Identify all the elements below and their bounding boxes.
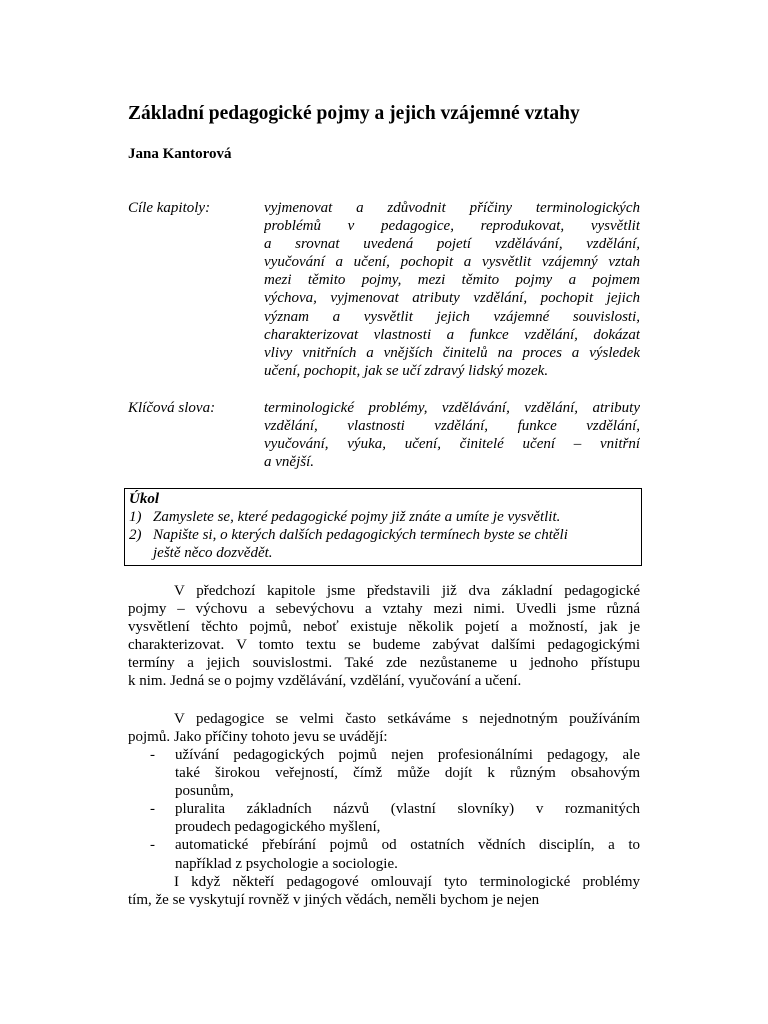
task-item [129,508,637,526]
paragraph-line: tím, že se vyskytují rovněž v jiných vědách, neměli bychom je nejen [128,892,540,909]
goals-line: význam a vysvětlit jejich vzájemné souvislosti, [264,308,640,325]
keywords-line: vyučování, výuka, učení, činitelé učení – vnitřní [264,436,640,453]
paragraph-line: vysvětlení těchto pojmů, neboť existuje několik pojetí a možností, jak je [128,619,640,636]
paragraph-2 [128,710,640,746]
list-item-line: proudech pedagogického myšlení, [175,819,381,836]
paragraph-line: V předchozí kapitole jsme představili již dva základní pedagogické [174,583,640,599]
list-item-line: užívání pedagogických pojmů nejen profesionálními pedagogy, ale [175,747,640,763]
task-item [129,544,637,562]
goals-line: učení, pochopit, jak se učí zdravý lidský mozek. [264,362,549,379]
task-box [124,488,642,566]
goals-line: výchova, vyjmenovat atributy vzdělání, pochopit jejich [264,290,640,307]
paragraph-line: k nim. Jedná se o pojmy vzdělávání, vzdělání, vyučování a učení. [128,673,522,690]
paragraph-line: I když někteří pedagogové omlouvají tyto terminologické problémy [174,874,640,890]
goals-line: vyjmenovat a zdůvodnit příčiny terminologických [264,200,640,216]
goals-text [264,199,640,380]
goals-line: mezi těmito pojmy, mezi těmito pojmy a pojmem [264,272,640,289]
task-item-text: ještě něco dozvědět. [153,545,273,561]
paragraph-line: termíny a jejich souvislostmi. Také zde nezůstaneme u jednoho přístupu [128,655,640,672]
task-item-text: Napište si, o kterých dalších pedagogických termínech byste se chtěli [153,527,568,543]
goals-line: vyučování a učení, pochopit a vysvětlit vzájemný vztah [264,254,640,271]
author-name: Jana Kantorová [128,146,232,162]
list-item-line: automatické přebírání pojmů od ostatních vědních disciplín, a to [175,837,640,854]
keywords-line: vzdělání, vlastnosti vzdělání, funkce vzdělání, [264,418,640,435]
list-item [128,836,640,872]
task-item [129,526,637,544]
list-item [128,746,640,800]
list-item-line: pluralita základních názvů (vlastní slovníky) v rozmanitých [175,801,640,818]
keywords-label: Klíčová slova: [128,400,216,416]
keywords-text [264,399,640,471]
task-item-number: 2) [129,527,142,543]
paragraph-line: charakterizovat. V tomto textu se budeme zabývat dalšími pedagogickými [128,637,640,654]
goals-line: a srovnat uvedená pojetí vzdělávání, vzdělání, [264,236,640,253]
page-title: Základní pedagogické pojmy a jejich vzájemné vztahy [128,103,580,124]
list-item-line: například z psychologie a sociologie. [175,855,398,872]
list-item-line: také širokou veřejností, čímž může dojít k různým obsahovým [175,765,640,782]
goals-line: problémů v pedagogice, reprodukovat, vysvětlit [264,218,640,235]
task-item-text: Zamyslete se, které pedagogické pojmy již znáte a umíte je vysvětlit. [153,509,561,525]
cause-list [128,746,640,873]
paragraph-line: pojmy – výchovu a sebevýchovu a vztahy mezi nimi. Uvedli jsme různá [128,601,640,618]
task-item-number: 1) [129,509,142,525]
list-dash: - [150,837,155,854]
keywords-line: a vnější. [264,454,314,471]
list-dash: - [150,801,155,818]
paragraph-1 [128,582,640,691]
goals-label: Cíle kapitoly: [128,200,211,216]
keywords-line: terminologické problémy, vzdělávání, vzdělání, atributy [264,400,640,416]
paragraph-3 [128,873,640,909]
paragraph-line: V pedagogice se velmi často setkáváme s nejednotným používáním [174,711,640,727]
paragraph-line: pojmů. Jako příčiny tohoto jevu se uvádějí: [128,729,388,746]
list-item [128,800,640,836]
goals-line: vlivy vnitřních a vnějších činitelů na proces a výsledek [264,344,640,361]
goals-line: charakterizovat vlastnosti a funkce vzdělání, dokázat [264,326,640,343]
task-heading: Úkol [129,491,159,507]
list-dash: - [150,747,155,763]
list-item-line: posunům, [175,783,234,800]
